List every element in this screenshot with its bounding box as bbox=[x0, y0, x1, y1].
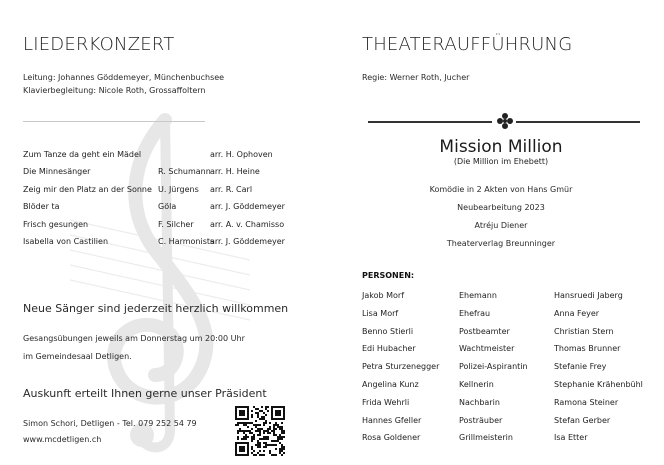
cast-actor: Edi Hubacher bbox=[362, 344, 416, 354]
song-arranger: arr. J. Göddemeyer bbox=[210, 237, 285, 246]
song-title: Zeig mir den Platz an der Sonne bbox=[23, 184, 152, 194]
cast-role: Ehemann bbox=[459, 291, 497, 300]
song-composer: C. Harmonists bbox=[158, 237, 215, 246]
cast-role: Grillmeisterin bbox=[459, 433, 513, 443]
left-page-title: LIEDERKONZERT bbox=[23, 34, 175, 55]
cast-actor: Hansruedi Jaberg bbox=[554, 291, 623, 300]
song-composer: Göla bbox=[158, 202, 177, 212]
qr-code-icon bbox=[235, 406, 285, 456]
ornament-line-right bbox=[516, 121, 640, 123]
right-page-title: THEATERAUFFÜHRUNG bbox=[362, 34, 573, 55]
song-title: Die Minnesänger bbox=[23, 167, 91, 177]
play-info-2: Neubearbeitung 2023 bbox=[457, 203, 545, 212]
cast-actor: Isa Etter bbox=[554, 433, 588, 443]
kontakt-tel: Tel. 079 252 54 79 bbox=[122, 419, 197, 428]
uebung-line-2: im Gemeindesaal Detligen. bbox=[23, 352, 132, 361]
song-title: Blöder ta bbox=[23, 202, 60, 212]
personen-label: PERSONEN: bbox=[362, 271, 415, 280]
cast-actor: Stefan Gerber bbox=[554, 415, 611, 425]
cast-role: Ehefrau bbox=[459, 308, 491, 318]
cast-actor: Lisa Morf bbox=[362, 308, 399, 318]
klavier-text: Klavierbegleitung: Nicole Roth, Grossaffoltern bbox=[23, 86, 206, 95]
play-subtitle: (Die Million im Ehebett) bbox=[453, 157, 549, 166]
song-composer: R. Schumann bbox=[158, 167, 211, 177]
neue-saenger-text: Neue Sänger sind jederzeit herzlich willkommen bbox=[23, 302, 289, 315]
fleuron-divider-icon bbox=[496, 112, 514, 130]
song-arranger: arr. R. Carl bbox=[210, 184, 253, 194]
kontakt-line bbox=[23, 419, 197, 429]
song-title: Frisch gesungen bbox=[23, 219, 89, 229]
cast-role: Posträuber bbox=[459, 415, 503, 425]
leitung-text: Leitung: Johannes Göddemeyer, Münchenbuchsee bbox=[23, 73, 225, 82]
play-info-1: Komödie in 2 Akten von Hans Gmür bbox=[429, 185, 573, 194]
cast-actor: Stefanie Frey bbox=[554, 362, 607, 372]
cast-actor: Anna Feyer bbox=[554, 308, 600, 318]
cast-actor: Rosa Goldener bbox=[362, 433, 421, 443]
cast-actor: Ramona Steiner bbox=[554, 397, 619, 407]
cast-actor: Christian Stern bbox=[554, 326, 614, 336]
cast-actor: Hannes Gfeller bbox=[362, 415, 422, 425]
uebung-line-1: Gesangsübungen jeweils am Donnerstag um 20:00 Uhr bbox=[23, 334, 245, 343]
cast-actor: Angelina Kunz bbox=[362, 380, 419, 389]
kontakt-name: Simon Schori, Detligen bbox=[23, 419, 115, 428]
song-composer: U. Jürgens bbox=[158, 184, 199, 194]
play-title: Mission Million bbox=[439, 137, 563, 157]
song-arranger: arr. H. Ophoven bbox=[210, 150, 273, 159]
left-divider bbox=[23, 121, 205, 122]
cast-actor: Stephanie Krähenbühl bbox=[554, 380, 643, 389]
song-arranger: arr. J. Göddemeyer bbox=[210, 202, 285, 212]
cast-role: Kellnerin bbox=[459, 380, 494, 389]
play-info-4: Theaterverlag Breunninger bbox=[446, 239, 556, 248]
cast-actor: Jakob Morf bbox=[362, 291, 405, 300]
cast-role: Nachbarin bbox=[459, 397, 500, 407]
song-arranger: arr. A. v. Chamisso bbox=[210, 219, 285, 229]
auskunft-text: Auskunft erteilt Ihnen gerne unser Präsident bbox=[23, 387, 267, 400]
cast-role: Postbeamter bbox=[459, 326, 510, 336]
cast-actor: Thomas Brunner bbox=[554, 344, 621, 354]
regie-text: Regie: Werner Roth, Jucher bbox=[362, 73, 470, 82]
cast-role: Polizei-Aspirantin bbox=[459, 362, 528, 372]
kontakt-separator: - bbox=[114, 419, 123, 428]
website-link[interactable]: www.mcdetligen.ch bbox=[23, 435, 102, 444]
song-arranger: arr. H. Heine bbox=[210, 167, 260, 177]
song-title: Zum Tanze da geht ein Mädel bbox=[23, 150, 142, 159]
song-composer: F. Silcher bbox=[158, 219, 194, 229]
song-title: Isabella von Castilien bbox=[23, 237, 109, 246]
play-info-3: Atréju Diener bbox=[474, 221, 528, 230]
cast-actor: Benno Stierli bbox=[362, 326, 414, 336]
ornament-line-left bbox=[368, 121, 492, 123]
cast-role: Wachtmeister bbox=[459, 344, 515, 354]
cast-actor: Frida Wehrli bbox=[362, 397, 410, 407]
cast-actor: Petra Sturzenegger bbox=[362, 362, 440, 372]
